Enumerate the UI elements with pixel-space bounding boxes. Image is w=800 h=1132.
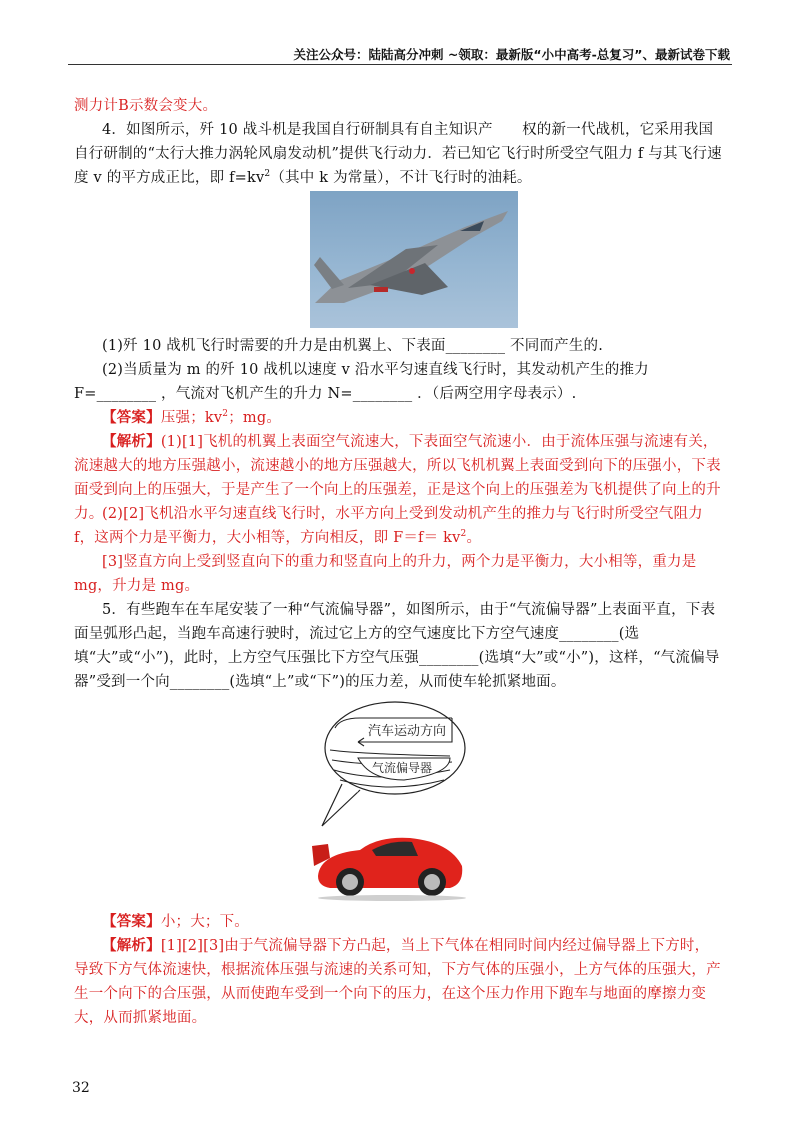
sports-car-icon [312,838,466,901]
answer-text-b: ；mg。 [228,410,282,426]
analysis-text: (1)[1]飞机的机翼上表面空气流速大，下表面空气流速小．由于流体压强与流速有关，流速越大的地方压强越小，流速越小的地方压强越大，所以飞机机翼上表面受到向下的压强小，下表面受到向上的压强大，于是产生了一个向上的压强差，正是这个向上的压强差为飞机提供了向上的升力。 [74,434,721,522]
answer-text: 小；大；下。 [160,914,250,930]
previous-answer-tail: 测力计B示数会变大。 [74,98,218,114]
analysis-label: 【解析】 [102,937,161,954]
airflow-deflector-diagram [300,698,470,904]
question-4-stem-b: （其中 k 为常量），不计飞行时的油耗。 [270,170,532,186]
header-rule [68,64,732,65]
analysis-text-a: (2)[2]飞机沿水平匀速直线飞行时，水平方向上受到发动机产生的推力与飞行时所受空气阻力 f，这两个力是平衡力，大小相等，方向相反，即 F＝f＝ kv [74,506,703,546]
question-4-stem [74,118,724,190]
page-number: 32 [72,1080,90,1096]
answer-label: 【答案】 [102,409,161,426]
analysis-text-b: 。 [466,530,482,546]
answer-label: 【答案】 [102,913,161,930]
question-4-sub-1: (1)歼 10 战机飞行时需要的升力是由机翼上、下表面________ 不同而产生的. [102,338,604,354]
question-4-stem-a: 4．如图所示，歼 10 战斗机是我国自行研制具有自主知识产 权的新一代战机，它采用我国自行研制的“太行大推力涡轮风扇发动机”提供飞行动力．若已知它飞行时所受空气阻力 f 与其飞行速度 v 的平方成正比，即 f=kv [74,122,722,186]
answer-text-a: 压强；kv [160,410,223,426]
question-5-answer [74,910,724,934]
fighter-jet-photo [310,191,518,328]
fighter-jet-icon [310,191,518,328]
question-4-analysis-2 [74,502,724,550]
question-4-answer [74,406,724,430]
airflow-diagram-svg [300,698,470,904]
analysis-text: [1][2][3]由于气流偏导器下方凸起，当上下气体在相同时间内经过偏导器上下方时，导致下方气体流速快，根据流体压强与流速的关系可知，下方气体的压强小，上方气体的压强大，产生一个向下的合压强，从而使跑车受到一个向下的压力，在这个压力作用下跑车与地面的摩擦力变大，从而抓紧地面。 [74,938,721,1026]
question-5-stem: 5．有些跑车在车尾安装了一种“气流偏导器”，如图所示，由于“气流偏导器”上表面平直，下表面呈弧形凸起，当跑车高速行驶时，流过它上方的空气速度比下方空气速度________(选填“大”或“小”)，此时，上方空气压强比下方空气压强________(选填“大”或“小”)，这样，“气流偏导器”受到一个向________(选填“上”或“下”)的压力差，从而使车轮抓紧地面。 [74,602,720,690]
diagram-label-deflector: 气流偏导器 [372,761,433,775]
diagram-label-direction: 汽车运动方向 [368,724,447,739]
question-4-analysis-3: [3]竖直方向上受到竖直向下的重力和竖直向上的升力，两个力是平衡力，大小相等，重力是 mg，升力是 mg。 [74,554,697,594]
question-4-sub-2: (2)当质量为 m 的歼 10 战机以速度 v 沿水平匀速直线飞行时，其发动机产生的推力 F=________ ，气流对飞机产生的升力 N=________ ．（后两空用字母表示）. [74,362,649,402]
page-header: 关注公众号：陆陆高分冲刺 ~领取：最新版“小中高考-总复习”、最新试卷下载 [293,47,730,62]
superscript-2: 2 [222,409,229,420]
question-5-analysis [74,934,724,1030]
superscript-2: 2 [460,529,467,540]
analysis-label: 【解析】 [102,433,161,450]
superscript-2: 2 [264,169,271,180]
